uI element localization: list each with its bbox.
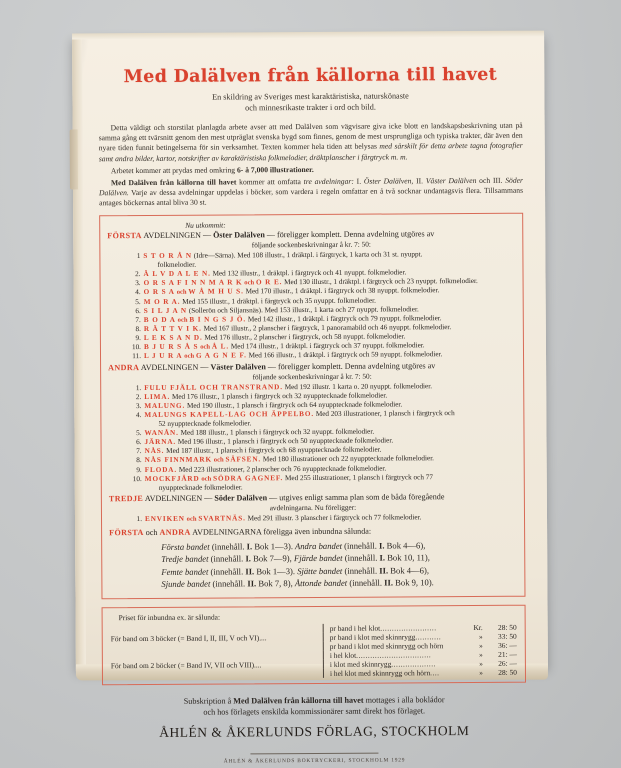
price-currency: » bbox=[479, 631, 483, 641]
divisions-c: II. bbox=[413, 176, 426, 186]
item-detail: Med 196 illustr., 1 plansch i färgtryck och 50 nyupptecknade folkmelodier. bbox=[176, 436, 394, 447]
bundle-left-rest1: (innehåll. bbox=[210, 553, 246, 564]
section-dash-1: — bbox=[202, 230, 212, 240]
item-number: 6. bbox=[136, 438, 142, 447]
bundle-right-rest1: (innehåll. bbox=[344, 540, 380, 551]
divisions-paragraph bbox=[99, 176, 523, 209]
item-conjunction: och bbox=[184, 353, 195, 361]
item-conjunction: och bbox=[200, 343, 211, 351]
book-object bbox=[72, 35, 548, 766]
divisions-b: I. bbox=[353, 176, 364, 186]
item-number: 7. bbox=[135, 315, 141, 324]
bundle-left-rest2: Bok 1—3). bbox=[254, 565, 296, 576]
section-subheading: följande sockenbeskrivningar å kr. 7: 50: bbox=[252, 371, 372, 382]
item-number: 6. bbox=[135, 306, 141, 315]
item-place: S T O R Å N bbox=[143, 251, 193, 260]
item-conjunction: och bbox=[213, 456, 224, 464]
item-detail: (Idre—Särna). Med 108 illustr., 1 dräktpl. i färgtryck, 1 karta och 31 st. nyuppt. bbox=[191, 250, 423, 260]
item-place: O R S A F I N N M A R K bbox=[143, 278, 243, 287]
item-conjunction: och bbox=[177, 316, 188, 324]
price-table bbox=[111, 622, 517, 678]
publisher-name: ÅHLÉN & ÅKERLUNDS FÖRLAG, STOCKHOLM bbox=[159, 723, 470, 741]
price-row-label: För band om 2 böcker (= Band IV, VII och VIII).... bbox=[110, 659, 262, 670]
section-dash-1: — bbox=[200, 362, 209, 372]
price-amount: 21: — bbox=[498, 649, 517, 659]
section-heading-forsta bbox=[107, 228, 515, 250]
item-number: 10. bbox=[131, 343, 141, 352]
bundle-left-volume: I. bbox=[246, 541, 253, 552]
bundle-right-name: Åttonde bandet bbox=[294, 577, 348, 589]
price-amount: 28: 50 bbox=[497, 622, 517, 632]
leader-dots: ........................ bbox=[380, 622, 437, 633]
item-place: WANÅN. bbox=[144, 428, 179, 438]
section-series-name: Öster Dalälven bbox=[213, 229, 265, 240]
section-word: AVDELNINGEN bbox=[143, 230, 201, 240]
bundle-right-rest1: (innehåll. bbox=[349, 577, 385, 588]
item-detail: Med 132 illustr., 1 dräktpl. i färgtryck och 41 nyuppt. folkmelodier. bbox=[210, 268, 407, 278]
item-number: 1 bbox=[136, 251, 141, 260]
section-series-name: Väster Dalälven bbox=[210, 361, 266, 372]
price-option-text: pr band i klot med skinnrygg bbox=[329, 631, 416, 642]
item-conjunction: och bbox=[244, 279, 255, 287]
section-word: AVDELNINGEN bbox=[144, 493, 203, 504]
intro-paragraph bbox=[99, 121, 523, 164]
price-currency: » bbox=[479, 649, 483, 659]
price-option-text: pr band i hel klot bbox=[329, 623, 381, 633]
bundle-left-name: Första bandet bbox=[161, 541, 210, 552]
list-item bbox=[129, 249, 515, 269]
item-number: 3. bbox=[135, 402, 142, 411]
bundle-right-volume: II. bbox=[384, 577, 394, 588]
divisions-title: Med Dalälven från källorna till havet bbox=[110, 177, 237, 188]
bundle-left-rest2: Bok 7, 8), bbox=[256, 578, 293, 589]
price-option-desc bbox=[330, 668, 463, 678]
divisions-a: kommer att omfatta bbox=[236, 177, 304, 187]
price-option-text: i klot med skinnrygg bbox=[329, 659, 392, 669]
section-tail: föreligger komplett. Denna avdelning utgöres av bbox=[277, 360, 436, 371]
item-detail: Med 170 illustr., 1 dräktpl. i färgtryck och 38 nyuppt. folkmelodier. bbox=[243, 286, 440, 296]
price-amount: 33: 50 bbox=[498, 631, 517, 641]
section-dash-2: — bbox=[266, 229, 275, 239]
item-place: Ä L V D A L E N. bbox=[143, 269, 211, 278]
item-number: 1. bbox=[135, 383, 142, 392]
section-item-list-andra bbox=[108, 382, 517, 494]
list-item bbox=[131, 513, 517, 525]
bundle-left-name: Tredje bandet bbox=[161, 553, 209, 565]
section-heading-tredje bbox=[109, 492, 517, 514]
item-number: 7. bbox=[136, 447, 142, 456]
section-series-name: Söder Dalälven bbox=[214, 493, 268, 503]
item-place: FULU FJÄLL OCH TRANSTRAND. bbox=[144, 383, 283, 392]
illustrations-text: Arbetet kommer att prydas med omkring bbox=[110, 165, 238, 176]
item-detail: Med 203 illustrationer, 1 plansch i färgtryck och bbox=[314, 409, 455, 419]
bundle-left-volume: I. bbox=[245, 553, 251, 564]
item-detail: Med 180 illustrationer och 22 nyupptecknade folkmelodier. bbox=[261, 454, 434, 464]
divisions-e: Varje av dessa avdelningar uppdelas i böcker, som vardera i regeln omfattar en å två socknar undantagsvis flera. Tillsammans antages böckernas antal bliva 30 st. bbox=[99, 185, 524, 208]
section-ordinal: FÖRSTA bbox=[107, 230, 142, 240]
item-number: 2. bbox=[135, 392, 142, 401]
price-option-desc bbox=[330, 641, 463, 651]
bundle-left-rest1: (innehåll. bbox=[212, 578, 248, 589]
item-detail: Med 176 illustr., 2 planscher i färgtryck, och 58 nyuppt. folkmelodier. bbox=[202, 332, 406, 342]
item-detail: (Sollerön och Siljansnäs). Med 153 illustr., 1 karta och 27 nyuppt. folkmelodier. bbox=[186, 304, 419, 315]
subscription-title: Med Dalälven från källorna till havet bbox=[233, 695, 364, 705]
leader-dots: .... bbox=[430, 667, 440, 677]
bundle-right-rest1: (innehåll. bbox=[344, 552, 380, 563]
price-intro: Priset för inbundna ex. är sålunda: bbox=[118, 612, 221, 622]
item-place: MALUNGS KAPELL-LAG OCH ÄPPELBO. bbox=[144, 410, 315, 420]
section-item-list-forsta bbox=[107, 249, 516, 361]
item-place: R Ä T T V I K. bbox=[143, 324, 202, 333]
page-title: Med Dalälven från källorna till havet bbox=[123, 64, 498, 88]
item-detail-cont: 52 nyupptecknade folkmelodier. bbox=[158, 419, 252, 429]
subtitle-line-2: och minnesrikaste trakter i ord och bild. bbox=[245, 102, 376, 113]
item-place-2: SÄFSEN. bbox=[225, 455, 262, 464]
item-detail: Med 167 illustr., 2 planscher i färgtryck, 1 panoramabild och 46 nyuppt. folkmelodier. bbox=[201, 323, 452, 333]
book-cover-surface bbox=[72, 35, 548, 766]
item-place-2: SÖDRA GAGNEF. bbox=[213, 473, 284, 483]
price-currency: » bbox=[479, 640, 483, 650]
item-detail: Med 166 illustr., 1 dräktpl. i färgtryck och 59 nyuppt. folkmelodier. bbox=[246, 350, 443, 360]
section-subheading: följande sockenbeskrivningar å kr. 7: 50: bbox=[251, 239, 371, 249]
item-place-2: Å L. bbox=[211, 342, 230, 351]
item-detail: Med 188 illustr., 1 plansch i färgtryck och 32 nyuppt. folkmelodier. bbox=[178, 427, 375, 437]
item-place: ENVIKEN bbox=[144, 515, 185, 524]
subscription-note bbox=[108, 693, 520, 718]
section-dash-1: — bbox=[204, 493, 213, 503]
leader-dots: ........... bbox=[415, 631, 442, 641]
bundle-right-name: Andra bandet bbox=[294, 540, 343, 551]
subscription-b: mottages i alla bokládor bbox=[363, 694, 445, 705]
item-number: 11. bbox=[132, 352, 142, 361]
page-subtitle bbox=[98, 90, 522, 115]
item-detail-cont: folkmelodier. bbox=[157, 260, 197, 269]
divisions-italic-4: Söder Dalälven. bbox=[98, 175, 523, 198]
price-option-text: i hel klot med skinnrygg och hörn bbox=[329, 667, 431, 678]
bound-volumes-list bbox=[161, 538, 517, 590]
item-place: L J U R A bbox=[143, 352, 183, 361]
divider-rule bbox=[250, 753, 378, 755]
price-row-label: För band om 3 böcker (= Band I, II, III, V och VI).... bbox=[110, 632, 267, 643]
item-detail: Med 223 illustrationer, 2 planscher och 76 nyupptecknade folkmelodier. bbox=[177, 464, 387, 474]
item-place-2: G A G N E F. bbox=[195, 351, 247, 361]
bundle-right-name: Fjärde bandet bbox=[293, 552, 343, 564]
bundle-left-rest2: Bok 7—9), bbox=[250, 553, 292, 564]
bundle-right-rest2: Bok 4—6), bbox=[384, 540, 426, 551]
bundle-right-volume: II. bbox=[379, 565, 389, 576]
intro-text-italic: med särskilt för detta arbete tagna fotografier samt andra bilder, kartor, notskrifter av karaktäristiska folkmelodier, dräktplanscher i färgtryck m. m. bbox=[98, 141, 523, 163]
colophon: ÅHLÉN & ÅKERLUNDS BOKTRYCKERI, STOCKHOLM 1929 bbox=[223, 757, 406, 766]
item-detail: Med 130 illustr., 1 dräktpl. i färgtryck och 23 nyuppt. folkmelodier. bbox=[282, 276, 478, 287]
bundle-left-rest1: (innehåll. bbox=[211, 541, 247, 552]
price-currency: » bbox=[479, 658, 483, 668]
item-place: M O R A. bbox=[143, 297, 181, 306]
leader-dots: ................... bbox=[391, 658, 436, 669]
section-tail: föreligger komplett. Denna avdelning utgöres av bbox=[276, 228, 435, 239]
price-currency: » bbox=[479, 667, 483, 677]
section-dash-2: — bbox=[267, 361, 276, 371]
bundle-left-rest2: Bok 1—3). bbox=[252, 540, 294, 552]
intro-text: Detta väldigt och storstilat planlagda arbete avser att med Dalälven som vägvisare giva icke blott en landskapsbeskrivning utan på samma gång ett tvärsnitt genom den mest utpräglat svenska bygd som finnes, genom de mest ursprungliga och typiska trakter, där även den nyare tiden funnit betingelserna för sin verksamhet. Texten kommer hela tiden att belysas bbox=[98, 120, 523, 153]
bundle-left-name: Sjunde bandet bbox=[161, 578, 211, 589]
item-number: 5. bbox=[136, 429, 142, 438]
item-place: B J U R S Å S bbox=[143, 342, 199, 352]
item-detail-cont: nyupptecknade folkmelodier. bbox=[158, 483, 243, 492]
item-detail: Med 174 illustr., 1 dräktpl. i färgtryck och 37 nyuppt. folkmelodier. bbox=[229, 341, 425, 351]
nu-utkommit-label: Nu utkommit: bbox=[185, 220, 226, 230]
item-detail: Med 192 illustr. 1 karta o. 20 nyuppt. folkmelodier. bbox=[282, 382, 433, 392]
item-number: 10. bbox=[132, 474, 142, 483]
divisions-italic-2: Öster Dalälven, bbox=[363, 176, 414, 186]
bundle-left-volume: II. bbox=[247, 578, 257, 589]
divisions-italic-1: tre avdelningar: bbox=[303, 176, 354, 187]
item-place: MOCKFJÄRD bbox=[144, 474, 200, 483]
item-conjunction: och bbox=[201, 475, 212, 483]
bundle-right-rest2: Bok 9, 10). bbox=[392, 577, 434, 588]
item-place: LIMA. bbox=[144, 392, 171, 401]
leader-dots: ................................ bbox=[356, 649, 432, 660]
item-place-2: B I N G S J Ö. bbox=[189, 315, 247, 324]
item-detail: Med 176 illustr., 1 plansch i färgtryck och 32 nyupptecknade folkmelodier. bbox=[170, 391, 388, 401]
item-place-2: SVARTNÄS. bbox=[198, 514, 246, 523]
item-place-2: O R E. bbox=[255, 278, 283, 287]
item-number: 5. bbox=[135, 297, 141, 306]
section-ordinal: ANDRA bbox=[108, 362, 140, 372]
item-place: S I L J A N bbox=[143, 306, 188, 315]
item-detail: Med 142 illustr., 1 dräktpl. i färgtryck och 79 nyuppt. folkmelodier. bbox=[246, 313, 442, 324]
price-option-text: pr band i klot med skinnrygg och hörn bbox=[329, 640, 444, 651]
item-number: 8. bbox=[135, 324, 141, 333]
item-place: L E K S A N D. bbox=[143, 333, 203, 342]
item-detail: Med 155 illustr., 1 dräktpl. i färgtryck och 35 nyuppt. folkmelodier. bbox=[180, 296, 376, 306]
section-heading-andra bbox=[108, 360, 516, 382]
bound-volumes-heading bbox=[109, 525, 517, 538]
bound-ordinal-2: ANDRA bbox=[159, 527, 191, 537]
item-place-2: W Å M H U S. bbox=[188, 287, 244, 296]
bundle-left-rest1: (innehåll. bbox=[210, 566, 246, 577]
item-detail: Med 291 illustr. 3 planscher i färgtryck och 77 folkmelodier. bbox=[245, 513, 422, 523]
item-number: 4. bbox=[135, 411, 142, 420]
illustrations-count: 6- å 7,000 illustrationer. bbox=[236, 164, 314, 175]
item-place: MALUNG. bbox=[144, 401, 186, 410]
price-option-text: i hel klot bbox=[329, 650, 357, 660]
bundle-right-rest2: Bok 4—6), bbox=[388, 564, 429, 576]
item-number: 4. bbox=[135, 288, 141, 297]
item-place: JÄRNA. bbox=[144, 438, 177, 447]
item-number: 9. bbox=[136, 465, 142, 474]
divisions-italic-3: Väster Dalälven bbox=[425, 175, 477, 186]
list-item bbox=[130, 409, 516, 429]
item-number: 2. bbox=[135, 269, 141, 278]
section-word: AVDELNINGEN bbox=[140, 362, 199, 372]
back-cover-page bbox=[72, 35, 548, 766]
item-conjunction: och bbox=[176, 288, 187, 297]
item-number: 1. bbox=[136, 515, 143, 524]
bundle-right-rest1: (innehåll. bbox=[344, 565, 380, 576]
section-tail: utgives enligt samma plan som de båda föregående bbox=[279, 492, 445, 503]
item-place: O R S A bbox=[143, 288, 175, 297]
list-item bbox=[131, 472, 517, 493]
bound-heading-tail: AVDELNINGARNA föreligga även inbundna sålunda: bbox=[192, 526, 372, 537]
bundle-row bbox=[161, 576, 517, 591]
section-subheading: avdelningarna. Nu föreligger: bbox=[269, 502, 357, 513]
item-conjunction: och bbox=[186, 515, 197, 524]
price-amount: 36: — bbox=[498, 640, 517, 650]
subtitle-line-1: En skildring av Sveriges mest karaktäristiska, naturskönaste bbox=[212, 91, 409, 102]
price-table-frame bbox=[102, 604, 526, 685]
bundle-right-name: Sjätte bandet bbox=[297, 565, 343, 576]
section-dash-2: — bbox=[269, 493, 278, 503]
bound-conjunction: och bbox=[145, 527, 158, 537]
divisions-d: och III. bbox=[476, 175, 506, 185]
item-detail: Med 190 illustr., 1 plansch i färgtryck och 64 nyupptecknade folkmelodier. bbox=[185, 400, 403, 410]
bundle-left-volume: II. bbox=[245, 565, 255, 577]
item-number: 8. bbox=[136, 456, 142, 465]
subscription-a: Subskription å bbox=[183, 695, 234, 706]
bundle-right-volume: I. bbox=[378, 540, 385, 551]
bundle-right-volume: I. bbox=[379, 552, 386, 563]
item-place: NÅS. bbox=[144, 447, 165, 456]
catalogue-frame bbox=[99, 212, 525, 599]
price-amount: 28: 50 bbox=[498, 667, 517, 677]
item-place: FLODA. bbox=[144, 465, 178, 474]
item-number: 3. bbox=[135, 278, 141, 287]
item-number: 9. bbox=[135, 334, 141, 343]
price-currency: Kr. bbox=[473, 622, 483, 632]
item-detail: Med 187 illustr., 1 plansch i färgtryck och 68 nyupptecknade folkmelodier. bbox=[164, 445, 382, 456]
illustrations-paragraph bbox=[99, 164, 523, 177]
item-place: NÅS FINNMARK bbox=[144, 455, 212, 465]
section-item-list-tredje bbox=[109, 513, 517, 525]
bundle-left-name: Femte bandet bbox=[161, 566, 209, 577]
item-detail: Med 255 illustrationer, 1 plansch i färgtryck och 77 bbox=[283, 472, 433, 482]
price-amount: 26: — bbox=[498, 658, 517, 668]
bundle-right-rest2: Bok 10, 11), bbox=[385, 552, 430, 563]
subscription-line-2: och hos förlagets enskilda kommissionärer samt direkt hos förlaget. bbox=[203, 706, 426, 717]
bound-ordinal-1: FÖRSTA bbox=[109, 527, 144, 537]
section-ordinal: TREDJE bbox=[108, 494, 144, 504]
item-place: B O D A bbox=[143, 315, 176, 324]
